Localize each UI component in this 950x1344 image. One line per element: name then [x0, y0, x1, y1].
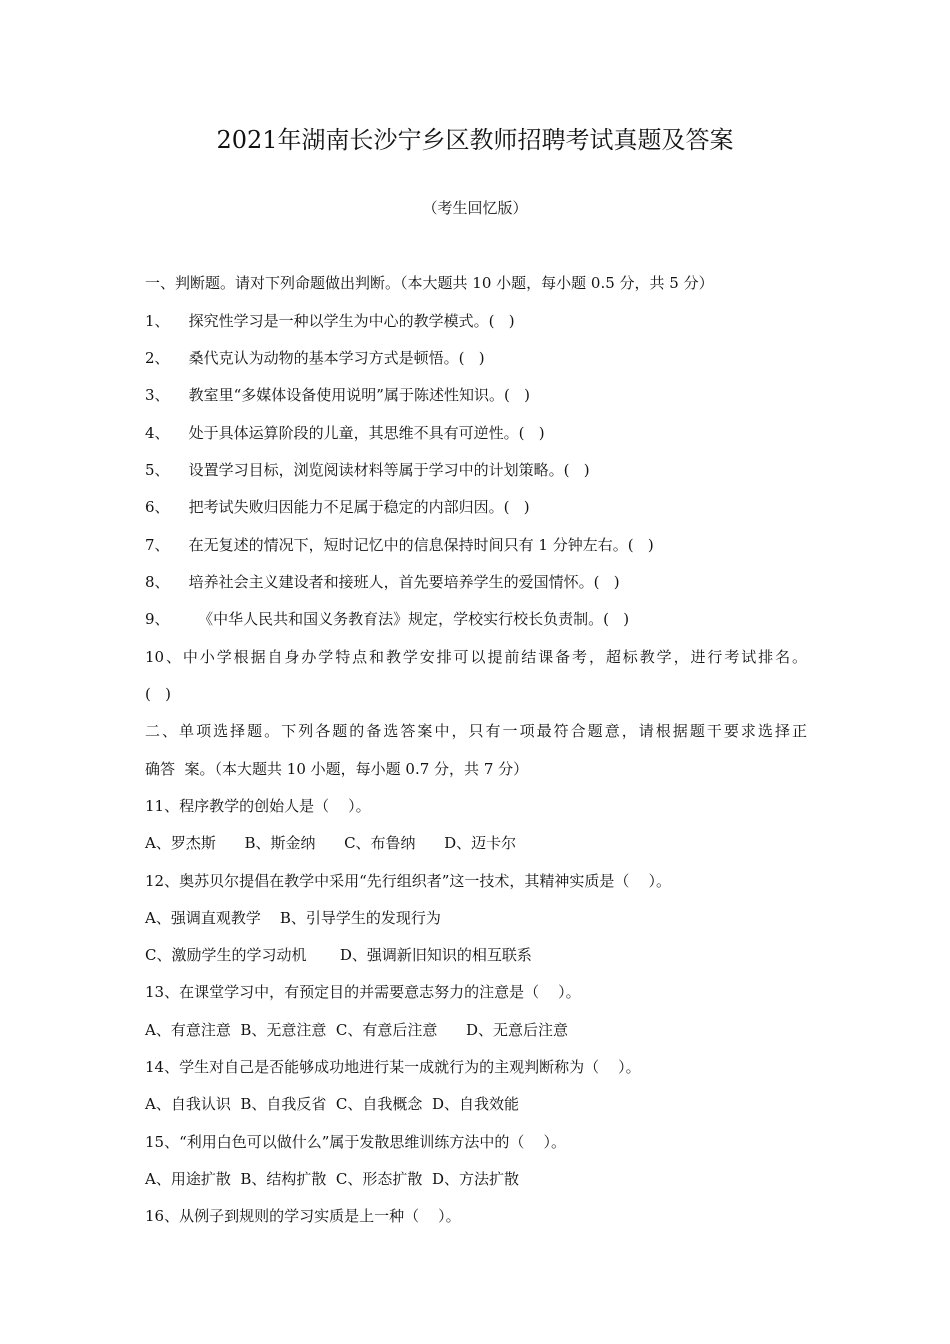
question-1: 1、 探究性学习是一种以学生为中心的教学模式。( )	[145, 312, 515, 330]
question-16: 16、从例子到规则的学习实质是上一种（ ）。	[145, 1207, 461, 1225]
question-12: 12、奥苏贝尔提倡在教学中采用“先行组织者”这一技术，其精神实质是（ ）。	[145, 872, 671, 890]
section1-heading: 一、判断题。请对下列命题做出判断。（本大题共 10 小题，每小题 0.5 分，共 5 分）	[145, 274, 714, 292]
question-11-options: A、罗杰斯 B、斯金纳 C、布鲁纳 D、迈卡尔	[145, 834, 517, 852]
question-10-line2: ( )	[145, 685, 172, 703]
question-12-options-ab: A、强调直观教学 B、引导学生的发现行为	[145, 909, 441, 927]
question-5: 5、 设置学习目标，浏览阅读材料等属于学习中的计划策略。( )	[145, 461, 590, 479]
question-14-options: A、自我认识 B、自我反省 C、自我概念 D、自我效能	[145, 1095, 519, 1113]
question-11: 11、程序教学的创始人是（ ）。	[145, 797, 371, 815]
question-15-options: A、用途扩散 B、结构扩散 C、形态扩散 D、方法扩散	[145, 1170, 519, 1188]
section2-heading-line2: 确答 案。（本大题共 10 小题，每小题 0.7 分，共 7 分）	[145, 760, 529, 778]
question-13-options: A、有意注意 B、无意注意 C、有意后注意 D、无意后注意	[145, 1021, 569, 1039]
question-6: 6、 把考试失败归因能力不足属于稳定的内部归因。( )	[145, 498, 530, 516]
question-14: 14、学生对自己是否能够成功地进行某一成就行为的主观判断称为（ ）。	[145, 1058, 641, 1076]
question-4: 4、 处于具体运算阶段的儿童，其思维不具有可逆性。( )	[145, 424, 545, 442]
question-3: 3、 教室里“多媒体设备使用说明”属于陈述性知识。( )	[145, 386, 530, 404]
question-13: 13、在课堂学习中，有预定目的并需要意志努力的注意是（ ）。	[145, 983, 581, 1001]
page-title: 2021年湖南长沙宁乡区教师招聘考试真题及答案	[216, 126, 734, 154]
question-10-line1: 10、中小学根据自身办学特点和教学安排可以提前结课备考，超标教学，进行考试排名。	[145, 648, 807, 666]
question-12-options-cd: C、激励学生的学习动机 D、强调新旧知识的相互联系	[145, 946, 532, 964]
page-subtitle: （考生回忆版）	[422, 199, 528, 217]
question-15: 15、“利用白色可以做什么”属于发散思维训练方法中的（ ）。	[145, 1133, 566, 1151]
question-9: 9、 《中华人民共和国义务教育法》规定，学校实行校长负责制。( )	[145, 610, 630, 628]
question-2: 2、 桑代克认为动物的基本学习方式是顿悟。( )	[145, 349, 485, 367]
section2-heading-line1: 二、单项选择题。下列各题的备选答案中，只有一项最符合题意，请根据题干要求选择正	[145, 722, 807, 740]
question-7: 7、 在无复述的情况下，短时记忆中的信息保持时间只有 1 分钟左右。( )	[145, 536, 654, 554]
question-8: 8、 培养社会主义建设者和接班人，首先要培养学生的爱国情怀。( )	[145, 573, 620, 591]
